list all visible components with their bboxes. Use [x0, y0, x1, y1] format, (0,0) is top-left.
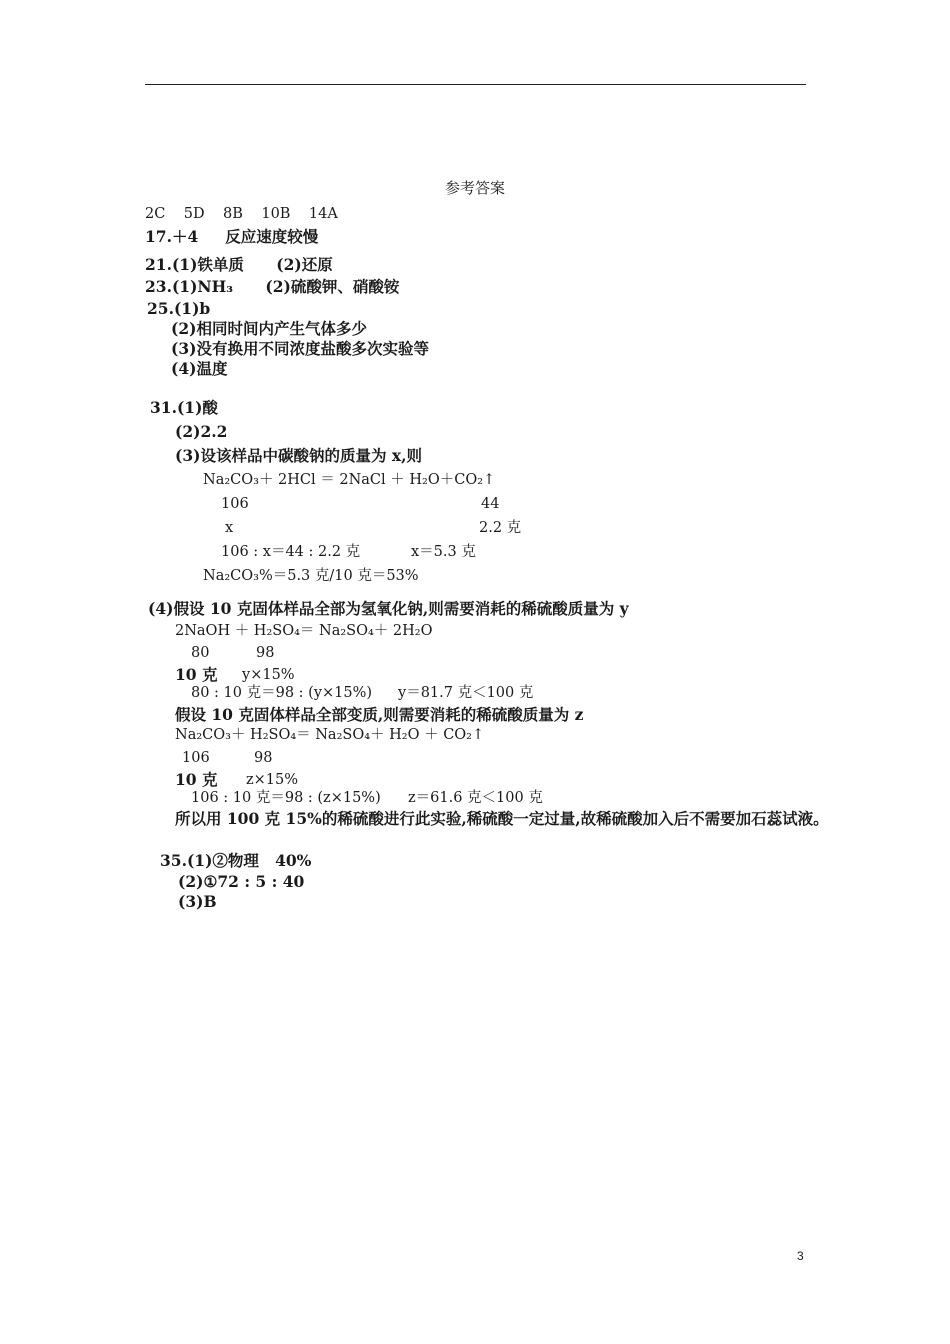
- answer-line: (3)设该样品中碳酸钠的质量为 x,则: [175, 446, 422, 465]
- answer-line: y＝81.7 克＜100 克: [398, 685, 534, 701]
- answer-line: 假设 10 克固体样品全部变质,则需要消耗的稀硫酸质量为 z: [175, 705, 584, 724]
- answer-line: 2.2 克: [479, 520, 522, 536]
- answer-line: (2)2.2: [175, 422, 228, 441]
- answer-line: 106: [182, 750, 210, 766]
- answer-line: 106 : x＝44 : 2.2 克: [221, 544, 361, 560]
- answer-line: y×15%: [242, 667, 295, 683]
- answer-line: x: [225, 520, 234, 536]
- answer-line: x＝5.3 克: [411, 544, 476, 560]
- answer-line: 44: [481, 496, 500, 512]
- answer-line: z×15%: [246, 772, 299, 788]
- answer-line: 106: [221, 496, 249, 512]
- answer-line: 10 克: [175, 770, 218, 789]
- answer-line: (3)B: [178, 892, 217, 911]
- answer-line: Na₂CO₃＋ H₂SO₄＝ Na₂SO₄＋ H₂O ＋ CO₂↑: [175, 727, 485, 743]
- answer-line: 2C 5D 8B 10B 14A: [145, 206, 338, 222]
- answer-line: 21.(1)铁单质 (2)还原: [145, 255, 333, 274]
- answer-line: (4)假设 10 克固体样品全部为氢氧化钠,则需要消耗的稀硫酸质量为 y: [148, 599, 629, 618]
- answer-line: 所以用 100 克 15%的稀硫酸进行此实验,稀硫酸一定过量,故稀硫酸加入后不需要加石蕊试液。: [175, 809, 829, 828]
- answer-line: 80 : 10 克＝98 : (y×15%): [191, 685, 373, 701]
- answer-line: z＝61.6 克＜100 克: [408, 790, 543, 806]
- answer-line: 23.(1)NH₃ (2)硫酸钾、硝酸铵: [145, 277, 400, 296]
- answer-line: 17.＋4 反应速度较慢: [145, 227, 319, 246]
- answer-line: (2)相同时间内产生气体多少: [171, 319, 367, 338]
- page-title: 参考答案: [444, 179, 505, 197]
- answer-line: 35.(1)②物理 40%: [160, 851, 312, 870]
- answer-line: 25.(1)b: [147, 299, 211, 318]
- answer-line: 98: [254, 750, 273, 766]
- answer-line: (3)没有换用不同浓度盐酸多次实验等: [171, 339, 429, 358]
- answer-line: (4)温度: [171, 359, 228, 378]
- answer-line: 10 克: [175, 665, 218, 684]
- answer-line: (2)①72 : 5 : 40: [178, 872, 305, 891]
- answer-line: Na₂CO₃＋ 2HCl ＝ 2NaCl ＋ H₂O＋CO₂↑: [203, 472, 496, 488]
- answer-line: 80: [191, 645, 210, 661]
- page-number: 3: [797, 1249, 804, 1263]
- answer-line: 106 : 10 克＝98 : (z×15%): [191, 790, 381, 806]
- answer-line: 31.(1)酸: [150, 398, 218, 417]
- answer-line: 98: [256, 645, 275, 661]
- header-rule: [145, 84, 806, 85]
- answer-line: Na₂CO₃%＝5.3 克/10 克＝53%: [203, 568, 419, 584]
- answer-line: 2NaOH ＋ H₂SO₄＝ Na₂SO₄＋ 2H₂O: [175, 623, 433, 639]
